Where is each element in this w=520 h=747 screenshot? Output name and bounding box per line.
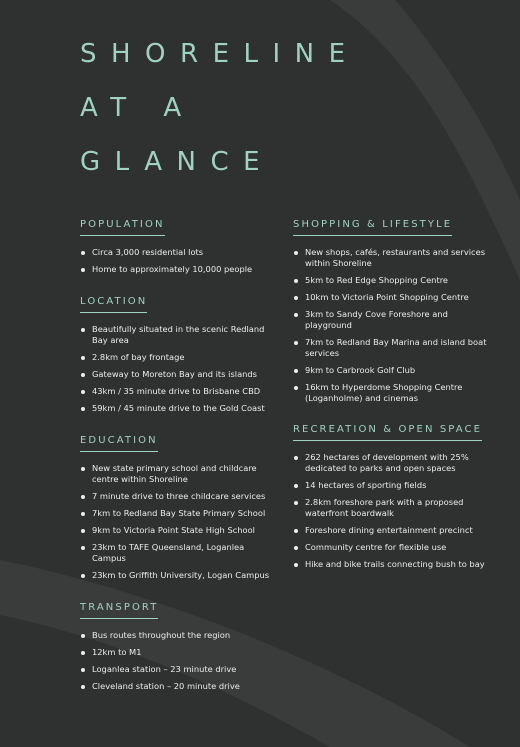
list-item: Foreshore dining entertainment precinct — [293, 525, 493, 536]
list-item: New state primary school and childcare centre within Shoreline — [80, 463, 280, 485]
list-item: 7km to Redland Bay State Primary School — [80, 508, 280, 519]
list-item: Circa 3,000 residential lots — [80, 247, 280, 258]
title-line: SHORELINE — [80, 39, 360, 69]
section-heading: EDUCATION — [80, 435, 158, 452]
info-section — [80, 289, 280, 414]
list-item: 23km to Griffith University, Logan Campus — [80, 570, 280, 581]
list-item: 23km to TAFE Queensland, Loganlea Campus — [80, 542, 280, 564]
list-item: 5km to Red Edge Shopping Centre — [293, 275, 493, 286]
bullet-list — [293, 247, 493, 404]
title-line: AT A — [80, 93, 196, 123]
list-item: 262 hectares of development with 25% dedicated to parks and open spaces — [293, 452, 493, 474]
page-title — [80, 27, 360, 189]
info-section — [80, 595, 280, 692]
bullet-list — [80, 324, 280, 414]
section-heading: LOCATION — [80, 296, 147, 313]
section-heading: RECREATION & OPEN SPACE — [293, 424, 482, 441]
list-item: Loganlea station – 23 minute drive — [80, 664, 280, 675]
right-column — [293, 212, 493, 583]
list-item: Home to approximately 10,000 people — [80, 264, 280, 275]
list-item: New shops, cafés, restaurants and services within Shoreline — [293, 247, 493, 269]
list-item: 43km / 35 minute drive to Brisbane CBD — [80, 386, 280, 397]
list-item: 12km to M1 — [80, 647, 280, 658]
section-heading: TRANSPORT — [80, 602, 158, 619]
list-item: 59km / 45 minute drive to the Gold Coast — [80, 403, 280, 414]
info-section — [293, 417, 493, 570]
list-item: Community centre for flexible use — [293, 542, 493, 553]
list-item: 16km to Hyperdome Shopping Centre (Loganholme) and cinemas — [293, 382, 493, 404]
list-item: 9km to Victoria Point State High School — [80, 525, 280, 536]
bullet-list — [80, 463, 280, 581]
section-heading: POPULATION — [80, 219, 165, 236]
list-item: 14 hectares of sporting fields — [293, 480, 493, 491]
list-item: Bus routes throughout the region — [80, 630, 280, 641]
list-item: Beautifully situated in the scenic Redland Bay area — [80, 324, 280, 346]
section-heading: SHOPPING & LIFESTYLE — [293, 219, 452, 236]
list-item: Hike and bike trails connecting bush to bay — [293, 559, 493, 570]
list-item: 2.8km of bay frontage — [80, 352, 280, 363]
list-item: 3km to Sandy Cove Foreshore and playground — [293, 309, 493, 331]
info-section — [80, 428, 280, 581]
list-item: 7km to Redland Bay Marina and island boat services — [293, 337, 493, 359]
list-item: 2.8km foreshore park with a proposed waterfront boardwalk — [293, 497, 493, 519]
list-item: Cleveland station – 20 minute drive — [80, 681, 280, 692]
bullet-list — [293, 452, 493, 570]
info-section — [293, 212, 493, 404]
list-item: 9km to Carbrook Golf Club — [293, 365, 493, 376]
title-line: GLANCE — [80, 147, 275, 177]
list-item: 7 minute drive to three childcare services — [80, 491, 280, 502]
list-item: 10km to Victoria Point Shopping Centre — [293, 292, 493, 303]
info-section — [80, 212, 280, 275]
bullet-list — [80, 247, 280, 275]
bullet-list — [80, 630, 280, 692]
list-item: Gateway to Moreton Bay and its islands — [80, 369, 280, 380]
left-column — [80, 212, 280, 706]
